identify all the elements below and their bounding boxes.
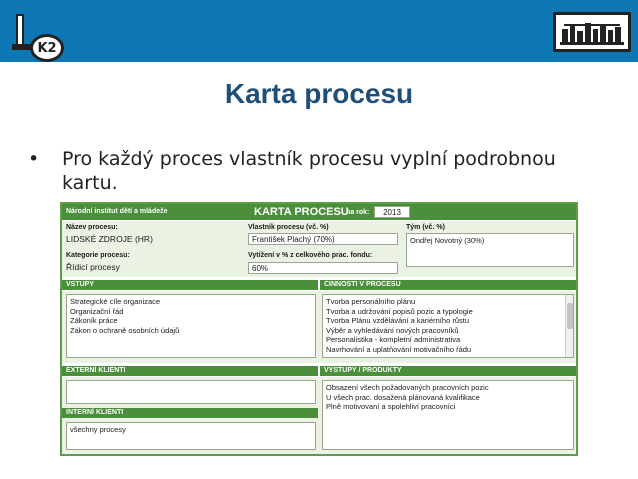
process-card-form	[60, 202, 578, 456]
external-clients-input[interactable]	[66, 380, 316, 404]
internal-clients-input[interactable]: všechny procesy	[66, 422, 316, 450]
team-label: Tým (vč. %)	[406, 224, 445, 231]
slide-title: Karta procesu	[224, 78, 414, 109]
bullet-item	[28, 147, 588, 195]
external-clients-header: EXTERNÍ KLIENTI	[62, 366, 318, 376]
k2-logo-bar	[16, 14, 24, 48]
card-title: KARTA PROCESU	[254, 206, 349, 218]
input-line: Strategické cíle organizace	[70, 297, 161, 306]
process-name-label: Název procesu:	[66, 224, 118, 231]
team-input[interactable]: Ondřej Novotný (30%)	[406, 233, 574, 267]
input-line: Zákoník práce	[70, 316, 118, 326]
year-label: na rok:	[346, 209, 370, 216]
bullet-dot-icon: •	[28, 148, 40, 170]
activity-line: Výběr a vyhledávání nových pracovníků	[326, 325, 459, 335]
category-label: Kategorie procesu:	[66, 252, 130, 259]
outputs-section-header: VÝSTUPY / PRODUKTY	[320, 366, 576, 376]
activity-line: Tvorba Plánu vzdělávání a kariérního růstu	[326, 316, 469, 326]
skyline-icon	[556, 15, 628, 49]
output-line: Plně motivovaní a spolehliví pracovníci	[326, 402, 456, 412]
year-input[interactable]: 2013	[374, 206, 410, 218]
utilization-label: Vytížení v % z celkového prac. fondu:	[248, 252, 373, 259]
city-skyline-logo	[553, 12, 631, 52]
scrollbar-thumb[interactable]	[567, 303, 573, 329]
input-line: Organizační řád	[70, 306, 124, 316]
input-line: Zákon o ochraně osobních údajů	[70, 325, 180, 335]
k2-logo-badge: K2	[30, 34, 64, 62]
activity-line: Personalistika - kompletní administrativa	[326, 335, 461, 345]
institute-name: Národní institut dětí a mládeže	[66, 208, 168, 215]
output-line: U všech prac. dosažená plánovaná kvalifikace	[326, 392, 480, 402]
activity-line: Navrhování a uplatňování motivačního řádu	[326, 344, 472, 354]
owner-input[interactable]: František Plachý (70%)	[248, 233, 398, 245]
output-line: Obsazení všech požadovaných pracovních pozic	[326, 383, 489, 392]
process-name-value: LIDSKÉ ZDROJE (HR)	[66, 234, 153, 244]
activities-scrollbar[interactable]	[565, 295, 573, 357]
utilization-input[interactable]: 60%	[248, 262, 398, 274]
inputs-section-header: VSTUPY	[62, 280, 318, 290]
bullet-text: Pro každý proces vlastník procesu vyplní podrobnou kartu.	[62, 148, 556, 194]
top-band	[0, 0, 638, 62]
owner-label: Vlastník procesu (vč. %)	[248, 224, 329, 231]
activities-section-header: ČINNOSTI V PROCESU	[320, 280, 576, 290]
activities-textarea[interactable]	[322, 294, 574, 358]
category-value: Řídicí procesy	[66, 262, 120, 272]
k2-logo	[10, 10, 60, 56]
activity-line: Tvorba a udržování popisů pozic a typologie	[326, 306, 473, 316]
inputs-textarea[interactable]	[66, 294, 316, 358]
activity-line: Tvorba personálního plánu	[326, 297, 416, 306]
internal-clients-header: INTERNÍ KLIENTI	[62, 408, 318, 418]
outputs-textarea[interactable]	[322, 380, 574, 450]
